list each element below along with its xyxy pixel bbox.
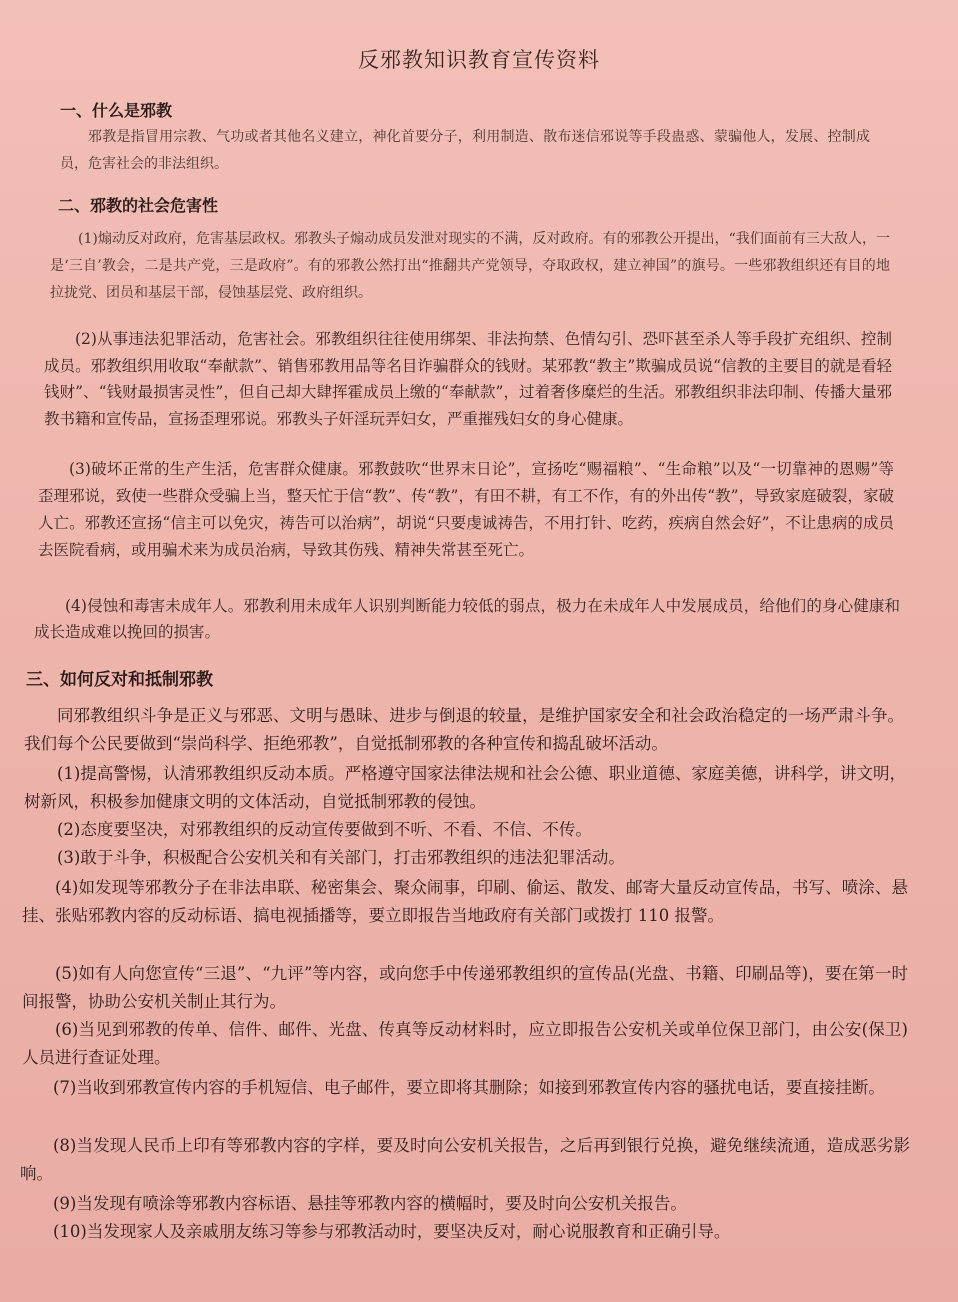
section-3-item-10: (10)当发现家人及亲戚朋友练习等参与邪教活动时，要坚决反对，耐心说服教育和正确引导。: [53, 1222, 731, 1241]
section-3-item-5: (5)如有人向您宣传“三退”、“九评”等内容，或向您手中传递邪教组织的宣传品(光盘、书籍、印刷品等)，要在第一时间报警，协助公安机关制止其行为。: [22, 964, 908, 1011]
section-2-paragraph-2: (2)从事违法犯罪活动，危害社会。邪教组织往往使用绑架、非法拘禁、色情勾引、恐吓甚至杀人等手段扩充组织、控制成员。邪教组织用收取“奉献款”、销售邪教用品等名目诈骗群众的钱财。某邪教“教主”欺骗成员说“信教的主要目的就是看轻钱财”、“钱财最损害灵性”，但自己却大肆挥霍成员上缴的“奉献款”，过着奢侈糜烂的生活。邪教组织非法印制、传播大量邪教书籍和宣传品，宣扬歪理邪说。邪教头子奸淫玩弄妇女，严重摧残妇女的身心健康。: [44, 330, 892, 428]
document-title: 反邪教知识教育宣传资料: [358, 48, 600, 72]
section-1-paragraph: 邪教是指冒用宗教、气功或者其他名义建立，神化首要分子，利用制造、散布迷信邪说等手段蛊惑、蒙骗他人，发展、控制成员，危害社会的非法组织。: [60, 129, 870, 172]
section-heading-1: 一、什么是邪教: [60, 101, 173, 120]
section-heading-3: 三、如何反对和抵制邪教: [26, 670, 213, 690]
section-3-item-7: (7)当收到邪教宣传内容的手机短信、电子邮件，要立即将其删除；如接到邪教宣传内容的骚扰电话，要直接挂断。: [53, 1078, 885, 1097]
section-3-item-2: (2)态度要坚决，对邪教组织的反动宣传要做到不听、不看、不信、不传。: [57, 820, 592, 839]
section-2-paragraph-3: (3)破坏正常的生产生活，危害群众健康。邪教鼓吹“世界末日论”，宣扬吃“赐福粮”、“生命粮”以及“一切靠神的恩赐”等歪理邪说，致使一些群众受骗上当，整天忙于信“教”、传“教”，有田不耕，有工不作，有的外出传“教”，导致家庭破裂，家破人亡。邪教还宣扬“信主可以免灾，祷告可以治病”，胡说“只要虔诚祷告，不用打针、吃药，疾病自然会好”，不让患病的成员去医院看病，或用骗术来为成员治病，导致其伤残、精神失常甚至死亡。: [38, 460, 894, 559]
section-3-item-3: (3)敢于斗争，积极配合公安机关和有关部门，打击邪教组织的违法犯罪活动。: [57, 848, 625, 867]
section-3-item-6: (6)当见到邪教的传单、信件、邮件、光盘、传真等反动材料时，应立即报告公安机关或单位保卫部门，由公安(保卫)人员进行查证处理。: [22, 1020, 908, 1067]
section-3-item-8: (8)当发现人民币上印有等邪教内容的字样，要及时向公安机关报告，之后再到银行兑换，避免继续流通，造成恶劣影响。: [20, 1136, 910, 1183]
section-3-item-4: (4)如发现等邪教分子在非法串联、秘密集会、聚众闹事，印刷、偷运、散发、邮寄大量反动宣传品，书写、喷涂、悬挂、张贴邪教内容的反动标语、搞电视插播等，要立即报告当地政府有关部门或拨打 110 报警。: [22, 878, 908, 925]
section-3-item-9: (9)当发现有喷涂等邪教内容标语、悬挂等邪教内容的横幅时，要及时向公安机关报告。: [53, 1194, 687, 1213]
section-heading-2: 二、邪教的社会危害性: [58, 196, 219, 215]
section-2-paragraph-4: (4)侵蚀和毒害未成年人。邪教利用未成年人识别判断能力较低的弱点，极力在未成年人中发展成员，给他们的身心健康和成长造成难以挽回的损害。: [34, 597, 900, 641]
section-3-item-1: (1)提高警惕，认清邪教组织反动本质。严格遵守国家法律法规和社会公德、职业道德、家庭美德，讲科学，讲文明，树新风，积极参加健康文明的文体活动，自觉抵制邪教的侵蚀。: [24, 764, 906, 811]
section-3-intro: 同邪教组织斗争是正义与邪恶、文明与愚昧、进步与倒退的较量，是维护国家安全和社会政治稳定的一场严肃斗争。我们每个公民要做到“崇尚科学、拒绝邪教”，自觉抵制邪教的各种宣传和捣乱破坏活动。: [24, 706, 904, 753]
section-2-paragraph-1: (1)煽动反对政府，危害基层政权。邪教头子煽动成员发泄对现实的不满，反对政府。有的邪教公开提出，“我们面前有三大敌人，一是‘三自’教会，二是共产党，三是政府”。有的邪教公然打出“推翻共产党领导，夺取政权，建立神国”的旗号。一些邪教组织还有目的地拉拢党、团员和基层干部，侵蚀基层党、政府组织。: [50, 231, 890, 301]
